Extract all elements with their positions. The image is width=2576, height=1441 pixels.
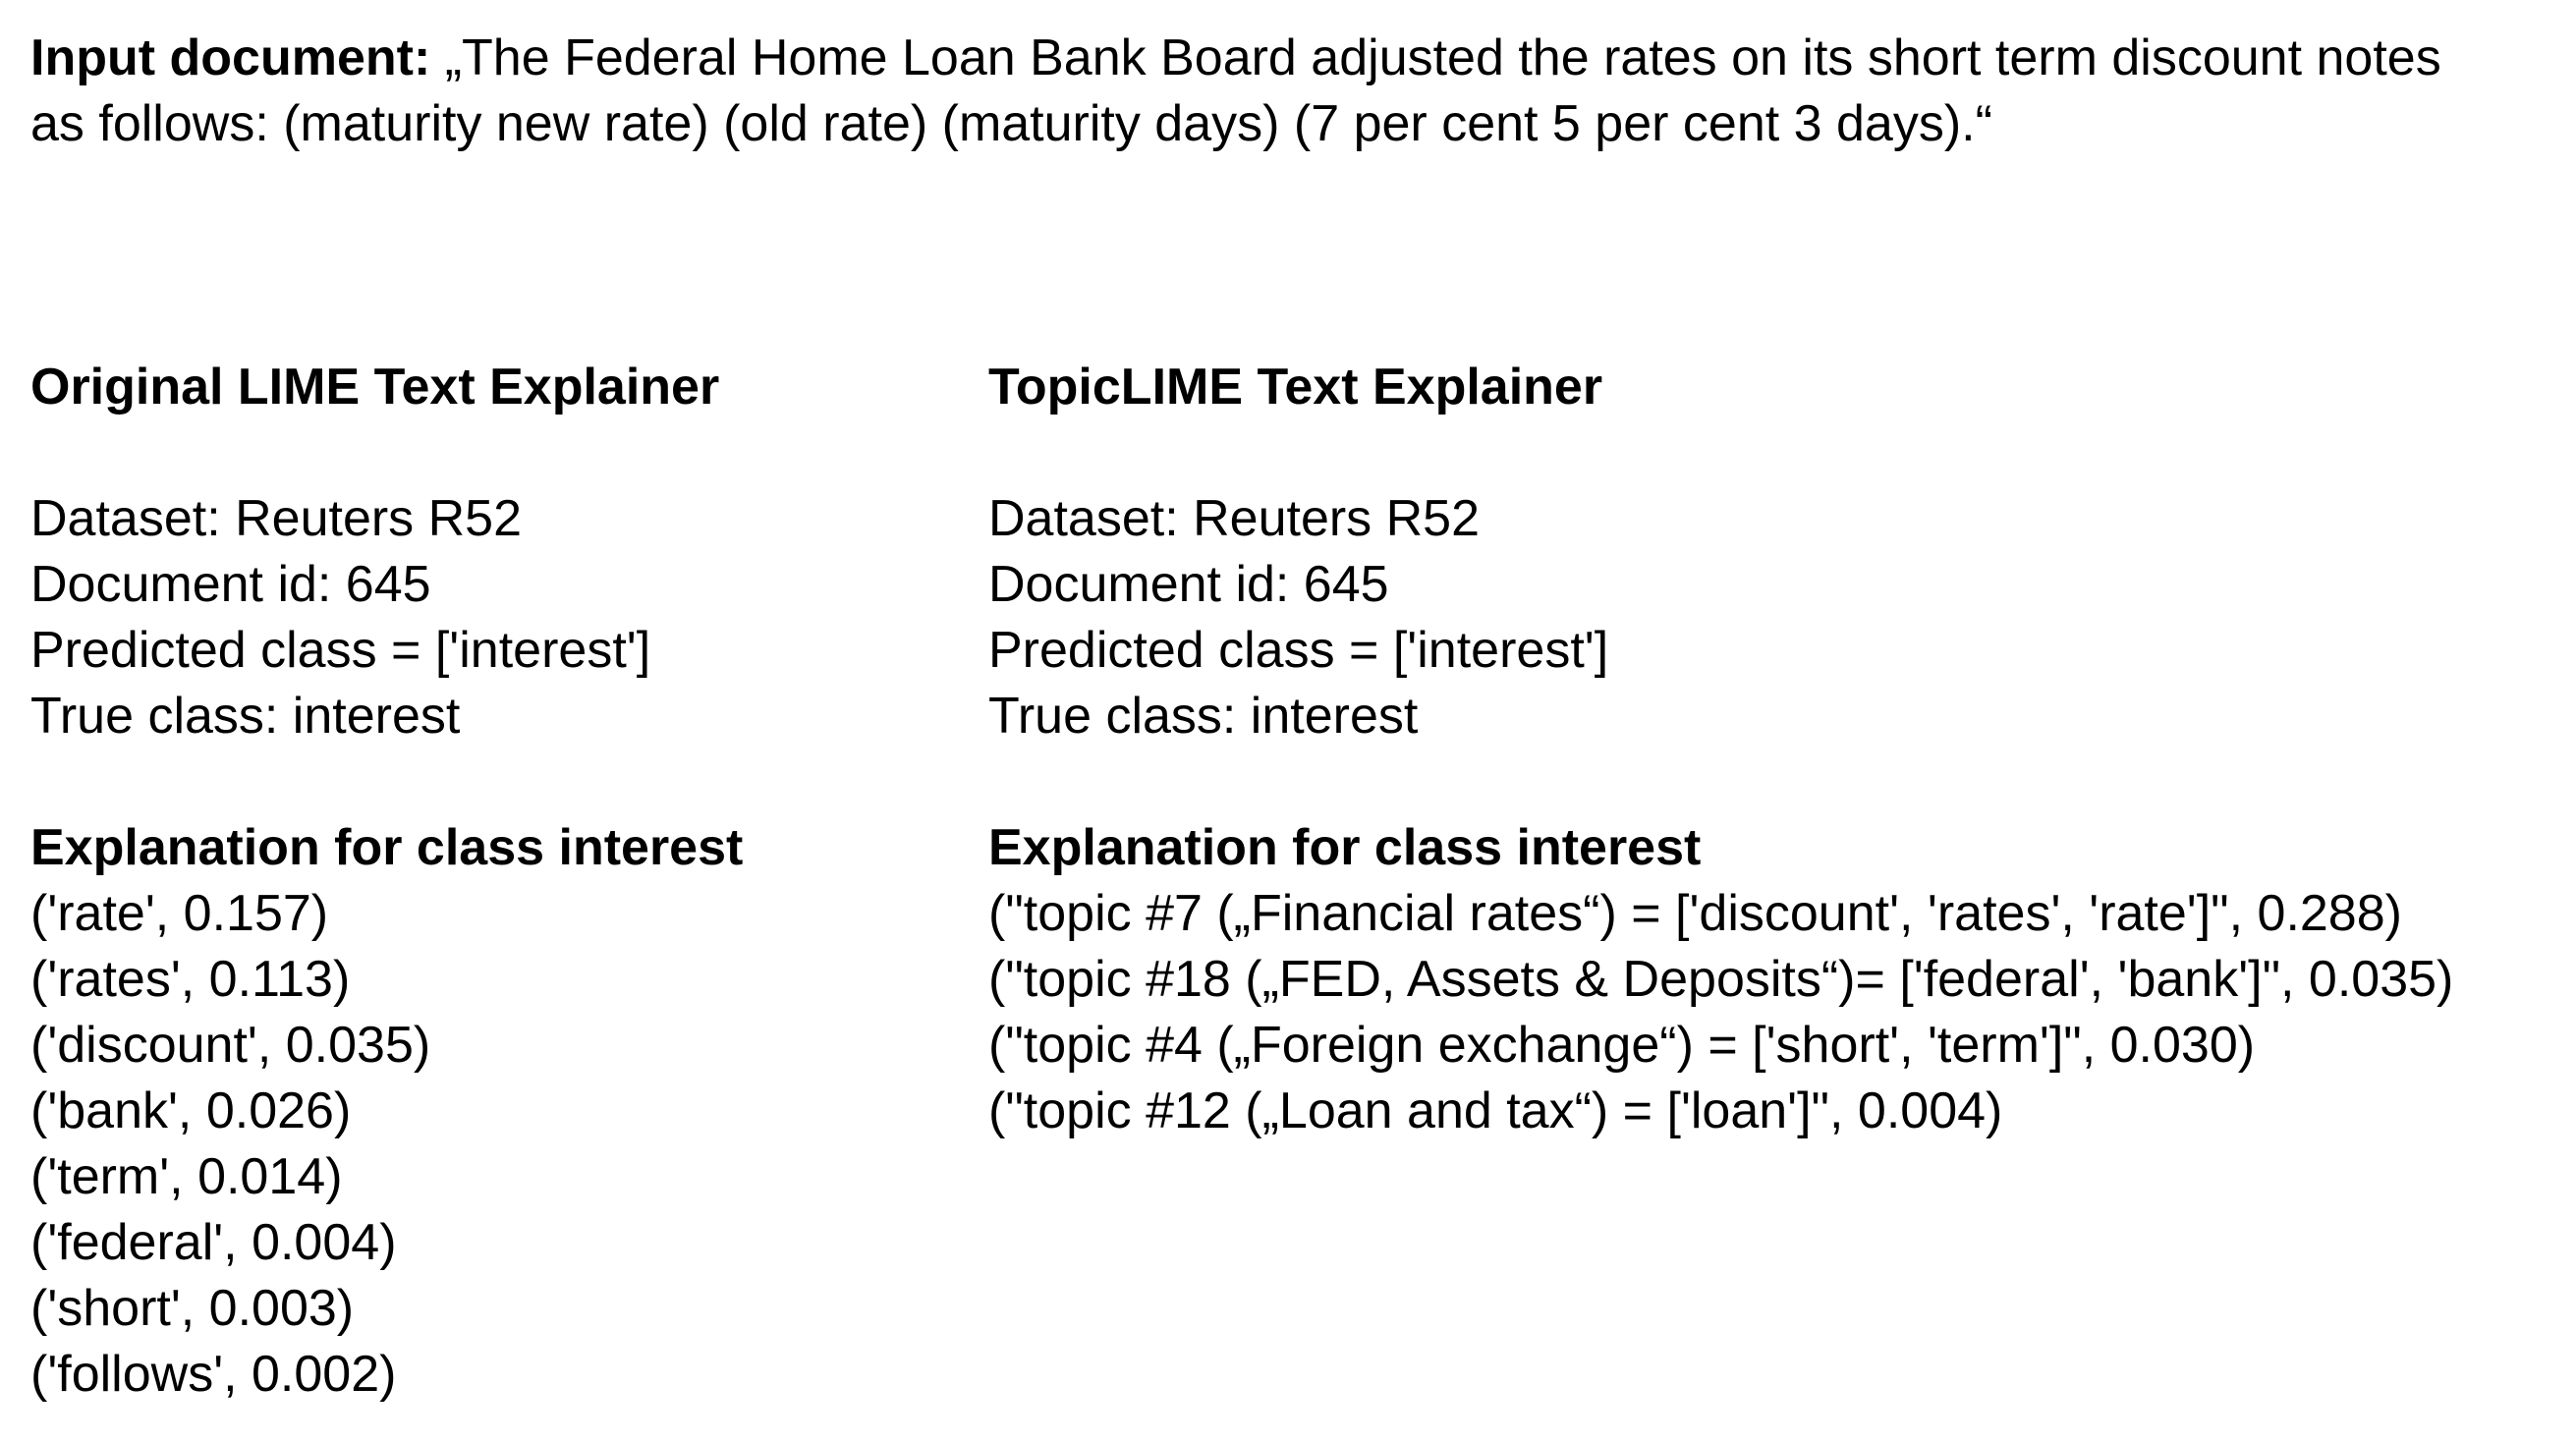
spacer	[988, 420, 2560, 486]
topiclime-title: TopicLIME Text Explainer	[988, 359, 1603, 416]
lime-explanation-item: ('term', 0.014)	[30, 1148, 343, 1205]
topiclime-predicted-class: Predicted class = ['interest']	[988, 622, 1609, 679]
lime-title: Original LIME Text Explainer	[30, 359, 720, 416]
topiclime-explainer-column	[988, 355, 2560, 1144]
lime-explanation-item: ('bank', 0.026)	[30, 1082, 352, 1139]
lime-explanation-item: ('follows', 0.002)	[30, 1346, 397, 1403]
spacer	[988, 749, 2560, 815]
lime-true-class: True class: interest	[30, 688, 461, 745]
topiclime-explanation-heading: Explanation for class interest	[988, 819, 1702, 876]
input-document-text: „The Federal Home Loan Bank Board adjusted the rates on its short term discount notes as follows: (maturity new rate) (old rate) (maturity days) (7 per cent 5 per cent 3 days).“	[30, 29, 2441, 152]
topiclime-explanation-item: ("topic #12 („Loan and tax“) = ['loan']", 0.004)	[988, 1082, 2003, 1139]
topiclime-document-id: Document id: 645	[988, 556, 1389, 613]
lime-explanation-heading: Explanation for class interest	[30, 819, 744, 876]
lime-explanation-item: ('short', 0.003)	[30, 1280, 355, 1337]
lime-document-id: Document id: 645	[30, 556, 431, 613]
topiclime-dataset: Dataset: Reuters R52	[988, 490, 1481, 547]
input-document-label: Input document:	[30, 29, 431, 86]
topiclime-explanation-item: ("topic #7 („Financial rates“) = ['discount', 'rates', 'rate']", 0.288)	[988, 885, 2402, 942]
lime-dataset: Dataset: Reuters R52	[30, 490, 523, 547]
spacer	[30, 749, 954, 815]
input-document-paragraph	[30, 26, 2467, 157]
topiclime-true-class: True class: interest	[988, 688, 1419, 745]
lime-explanation-item: ('rates', 0.113)	[30, 951, 351, 1008]
lime-explanation-item: ('discount', 0.035)	[30, 1017, 431, 1074]
topiclime-explanation-item: ("topic #4 („Foreign exchange“) = ['short', 'term']", 0.030)	[988, 1017, 2256, 1074]
spacer	[30, 420, 954, 486]
lime-explainer-column	[30, 355, 954, 1408]
lime-explanation-item: ('rate', 0.157)	[30, 885, 329, 942]
lime-predicted-class: Predicted class = ['interest']	[30, 622, 651, 679]
lime-explanation-item: ('federal', 0.004)	[30, 1214, 397, 1271]
topiclime-explanation-item: ("topic #18 („FED, Assets & Deposits“)= ['federal', 'bank']", 0.035)	[988, 951, 2454, 1008]
